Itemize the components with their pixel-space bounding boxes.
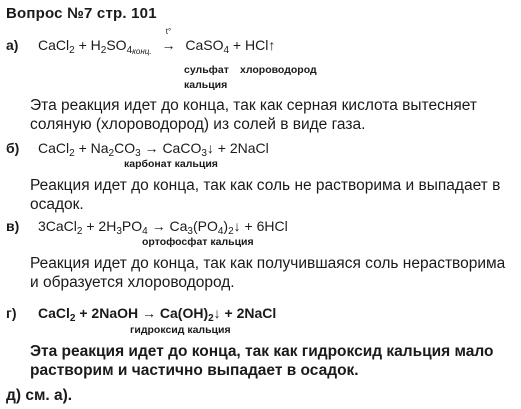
equation-b: CaCl$_2$ + $Na_2CO_3$ → CaCO$_3$↓ + 2NaCl [38, 140, 269, 159]
section-b-marker: б) [6, 140, 20, 156]
label-carbonate: карбонат кальция [124, 158, 218, 170]
label-calcium: кальция [184, 79, 228, 91]
section-d-marker: д) [6, 387, 22, 404]
explanation-g: Эта реакция идет до конца, так как гидроксид кальция мало растворим и частично выпадает в осадок. [30, 343, 494, 379]
equation-g: CaCl$_2$ + 2NaOH → $Ca(OH)_2↓$ + 2NaCl [38, 305, 277, 324]
equation-v: 3CaCl$_2$ + $2H_3PO_4$ → $Ca_3(PO_4)_2↓ + 6HCl$ [38, 218, 288, 237]
explanation-d: см. а). [25, 387, 73, 404]
label-phosphate: ортофосфат кальция [142, 236, 254, 248]
explanation-a: Эта реакция идет до конца, так как серная кислота вытесняет соляную (хлороводород) из солей в виде газа. [30, 97, 478, 133]
label-sulfate: сульфат [184, 64, 229, 76]
section-a-marker: а) [6, 37, 19, 53]
section-v-marker: в) [6, 218, 20, 234]
explanation-v: Реакция идет до конца, так как получившаяся соль нерастворима и образуется хлороводород. [30, 255, 506, 291]
section-d [6, 386, 72, 405]
label-hydroxide: гидроксид кальция [130, 324, 231, 336]
section-g-marker: г) [6, 305, 17, 321]
label-hcl: хлороводород [240, 64, 317, 76]
equation-a: CaCl$_2$ + $H_2SO_{4конц.}$ t° → CaSO$_4$ + HCl↑ [38, 27, 276, 56]
page-title: Вопрос №7 стр. 101 [6, 5, 157, 22]
explanation-b: Реакция идет до конца, так как соль не растворима и выпадает в осадок. [30, 177, 501, 213]
